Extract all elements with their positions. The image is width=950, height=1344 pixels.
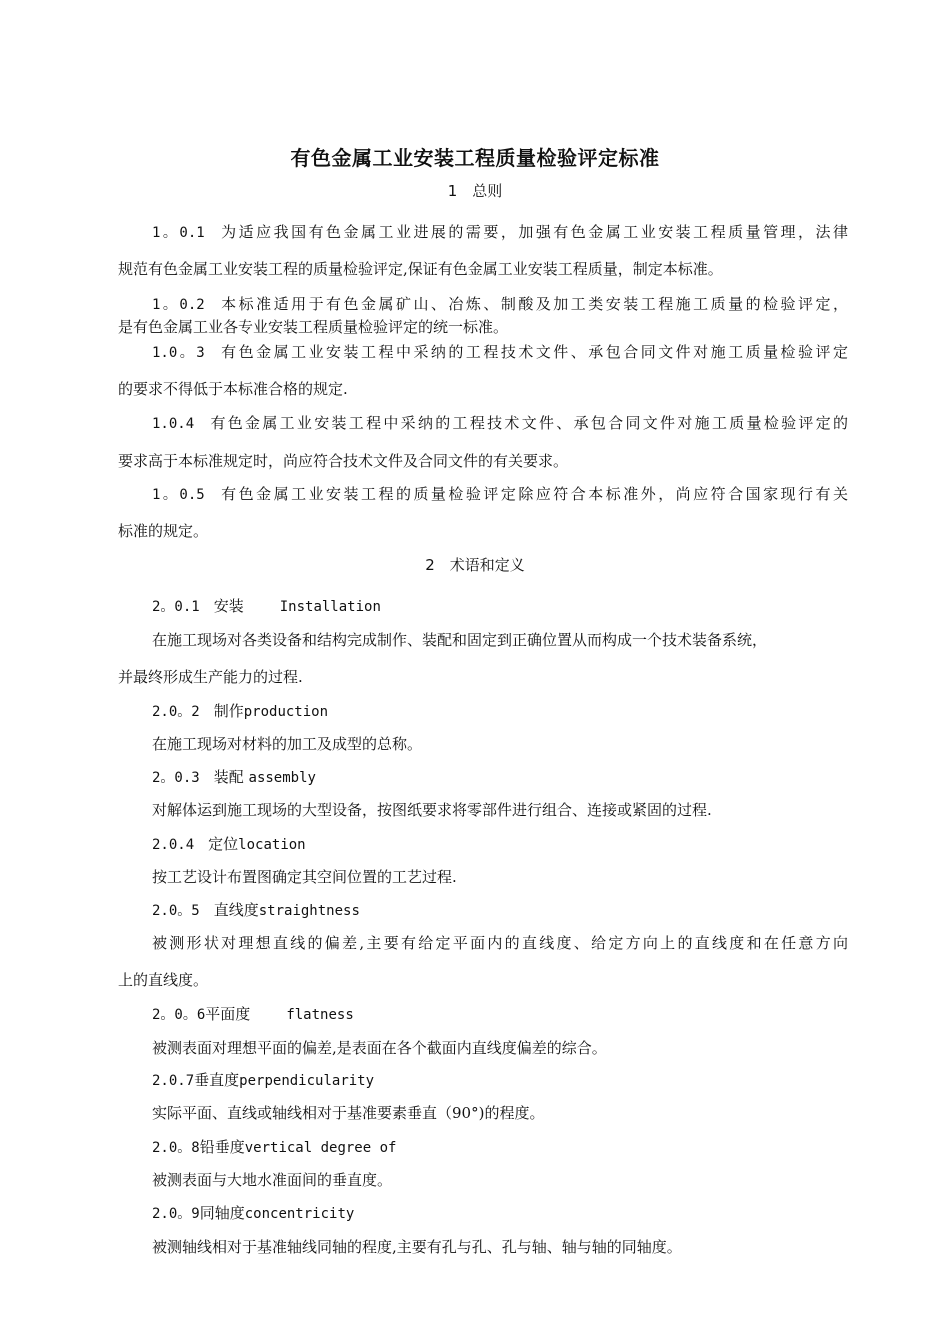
term-2-0-9-heading: [152, 1203, 848, 1224]
clause-1-0-5-line-1: [152, 484, 848, 505]
term-2-0-1-heading: [152, 596, 848, 617]
document-title: 有色金属工业安装工程质量检验评定标准: [290, 146, 660, 170]
term-number: 2.0。9: [152, 1206, 200, 1222]
term-number: 2.0.7: [152, 1073, 195, 1089]
term-english: production: [243, 704, 329, 720]
term-english: concentricity: [244, 1206, 355, 1222]
term-2-0-6-heading: [152, 1004, 848, 1025]
term-name: 直线度: [213, 901, 259, 919]
clause-text: 为适应我国有色金属工业进展的需要，加强有色金属工业安装工程质量管理，法律: [218, 223, 848, 241]
term-name: 铅垂度: [199, 1138, 245, 1156]
clause-1-0-2-line-1: [152, 294, 848, 315]
clause-1-0-4-line-1: [152, 413, 848, 434]
term-english: location: [238, 837, 306, 853]
term-2-0-1-definition-line-1: 在施工现场对各类设备和结构完成制作、装配和固定到正确位置从而构成一个技术装备系统，: [152, 631, 768, 649]
term-english: flatness: [286, 1007, 354, 1023]
term-english: assembly: [248, 770, 316, 786]
clause-1-0-5-line-2: 标准的规定。: [118, 522, 209, 540]
term-name: 定位: [208, 835, 239, 853]
term-name: 制作: [213, 702, 244, 720]
term-english: Installation: [279, 599, 381, 615]
clause-number: 1。0.2: [152, 297, 205, 313]
term-2-0-2-definition: 在施工现场对材料的加工及成型的总称。: [152, 735, 423, 753]
term-2-0-9-definition: 被测轴线相对于基准轴线同轴的程度,主要有孔与孔、孔与轴、轴与轴的同轴度。: [152, 1238, 682, 1256]
clause-text: 有色金属工业安装工程的质量检验评定除应符合本标准外，尚应符合国家现行有关: [218, 485, 848, 503]
clause-text: 有色金属工业安装工程中采纳的工程技术文件、承包合同文件对施工质量检验评定的: [208, 414, 848, 432]
term-english: vertical degree of: [244, 1140, 397, 1156]
chapter-2-heading: 2 术语和定义: [425, 556, 525, 574]
clause-1-0-1-line-2: 规范有色金属工业安装工程的质量检验评定,保证有色金属工业安装工程质量，制定本标准。: [118, 260, 723, 278]
term-2-0-6-definition: 被测表面对理想平面的偏差,是表面在各个截面内直线度偏差的综合。: [152, 1039, 607, 1057]
term-2-0-4-definition: 按工艺设计布置图确定其空间位置的工艺过程.: [152, 868, 457, 886]
term-number: 2。0.3: [152, 770, 200, 786]
term-name: 平面度: [205, 1005, 251, 1023]
term-2-0-5-definition-line-2: 上的直线度。: [118, 971, 209, 989]
term-2-0-8-heading: [152, 1137, 848, 1158]
clause-number: 1.0.4: [152, 416, 195, 432]
clause-1-0-3-line-2: 的要求不得低于本标准合格的规定.: [118, 380, 348, 398]
clause-text: 本标准适用于有色金属矿山、冶炼、制酸及加工类安装工程施工质量的检验评定，: [218, 295, 848, 313]
term-2-0-2-heading: [152, 701, 848, 722]
term-2-0-5-definition-line-1: 被测形状对理想直线的偏差,主要有给定平面内的直线度、给定方向上的直线度和在任意方向: [152, 934, 848, 952]
term-name: 垂直度: [194, 1071, 240, 1089]
clause-text: 有色金属工业安装工程中采纳的工程技术文件、承包合同文件对施工质量检验评定: [218, 343, 848, 361]
term-2-0-3-heading: [152, 767, 848, 788]
chapter-1-heading: 1 总则: [447, 182, 503, 200]
term-2-0-5-heading: [152, 900, 848, 921]
clause-number: 1。0.1: [152, 225, 205, 241]
term-english: perpendicularity: [239, 1073, 375, 1089]
clause-number: 1.0。3: [152, 345, 205, 361]
term-english: straightness: [258, 903, 360, 919]
term-2-0-4-heading: [152, 834, 848, 855]
term-number: 2.0。2: [152, 704, 200, 720]
term-name: 同轴度: [199, 1204, 245, 1222]
term-2-0-8-definition: 被测表面与大地水准面间的垂直度。: [152, 1171, 393, 1189]
term-2-0-1-definition-line-2: 并最终形成生产能力的过程.: [118, 668, 303, 686]
clause-1-0-2-line-2: 是有色金属工业各专业安装工程质量检验评定的统一标准。: [118, 318, 509, 336]
term-number: 2。0.1: [152, 599, 200, 615]
term-2-0-7-definition: 实际平面、直线或轴线相对于基准要素垂直（90°)的程度。: [152, 1104, 545, 1122]
clause-number: 1。0.5: [152, 487, 205, 503]
clause-1-0-4-line-2: 要求高于本标准规定时，尚应符合技术文件及合同文件的有关要求。: [118, 452, 569, 470]
term-number: 2.0。5: [152, 903, 200, 919]
term-name: 装配: [213, 768, 244, 786]
term-number: 2.0.4: [152, 837, 195, 853]
term-2-0-7-heading: [152, 1070, 848, 1091]
term-name: 安装: [213, 597, 244, 615]
clause-1-0-3-line-1: [152, 342, 848, 363]
term-number: 2。0。6: [152, 1007, 206, 1023]
term-2-0-3-definition: 对解体运到施工现场的大型设备，按图纸要求将零部件进行组合、连接或紧固的过程.: [152, 801, 712, 819]
clause-1-0-1-line-1: [152, 222, 848, 243]
term-number: 2.0。8: [152, 1140, 200, 1156]
